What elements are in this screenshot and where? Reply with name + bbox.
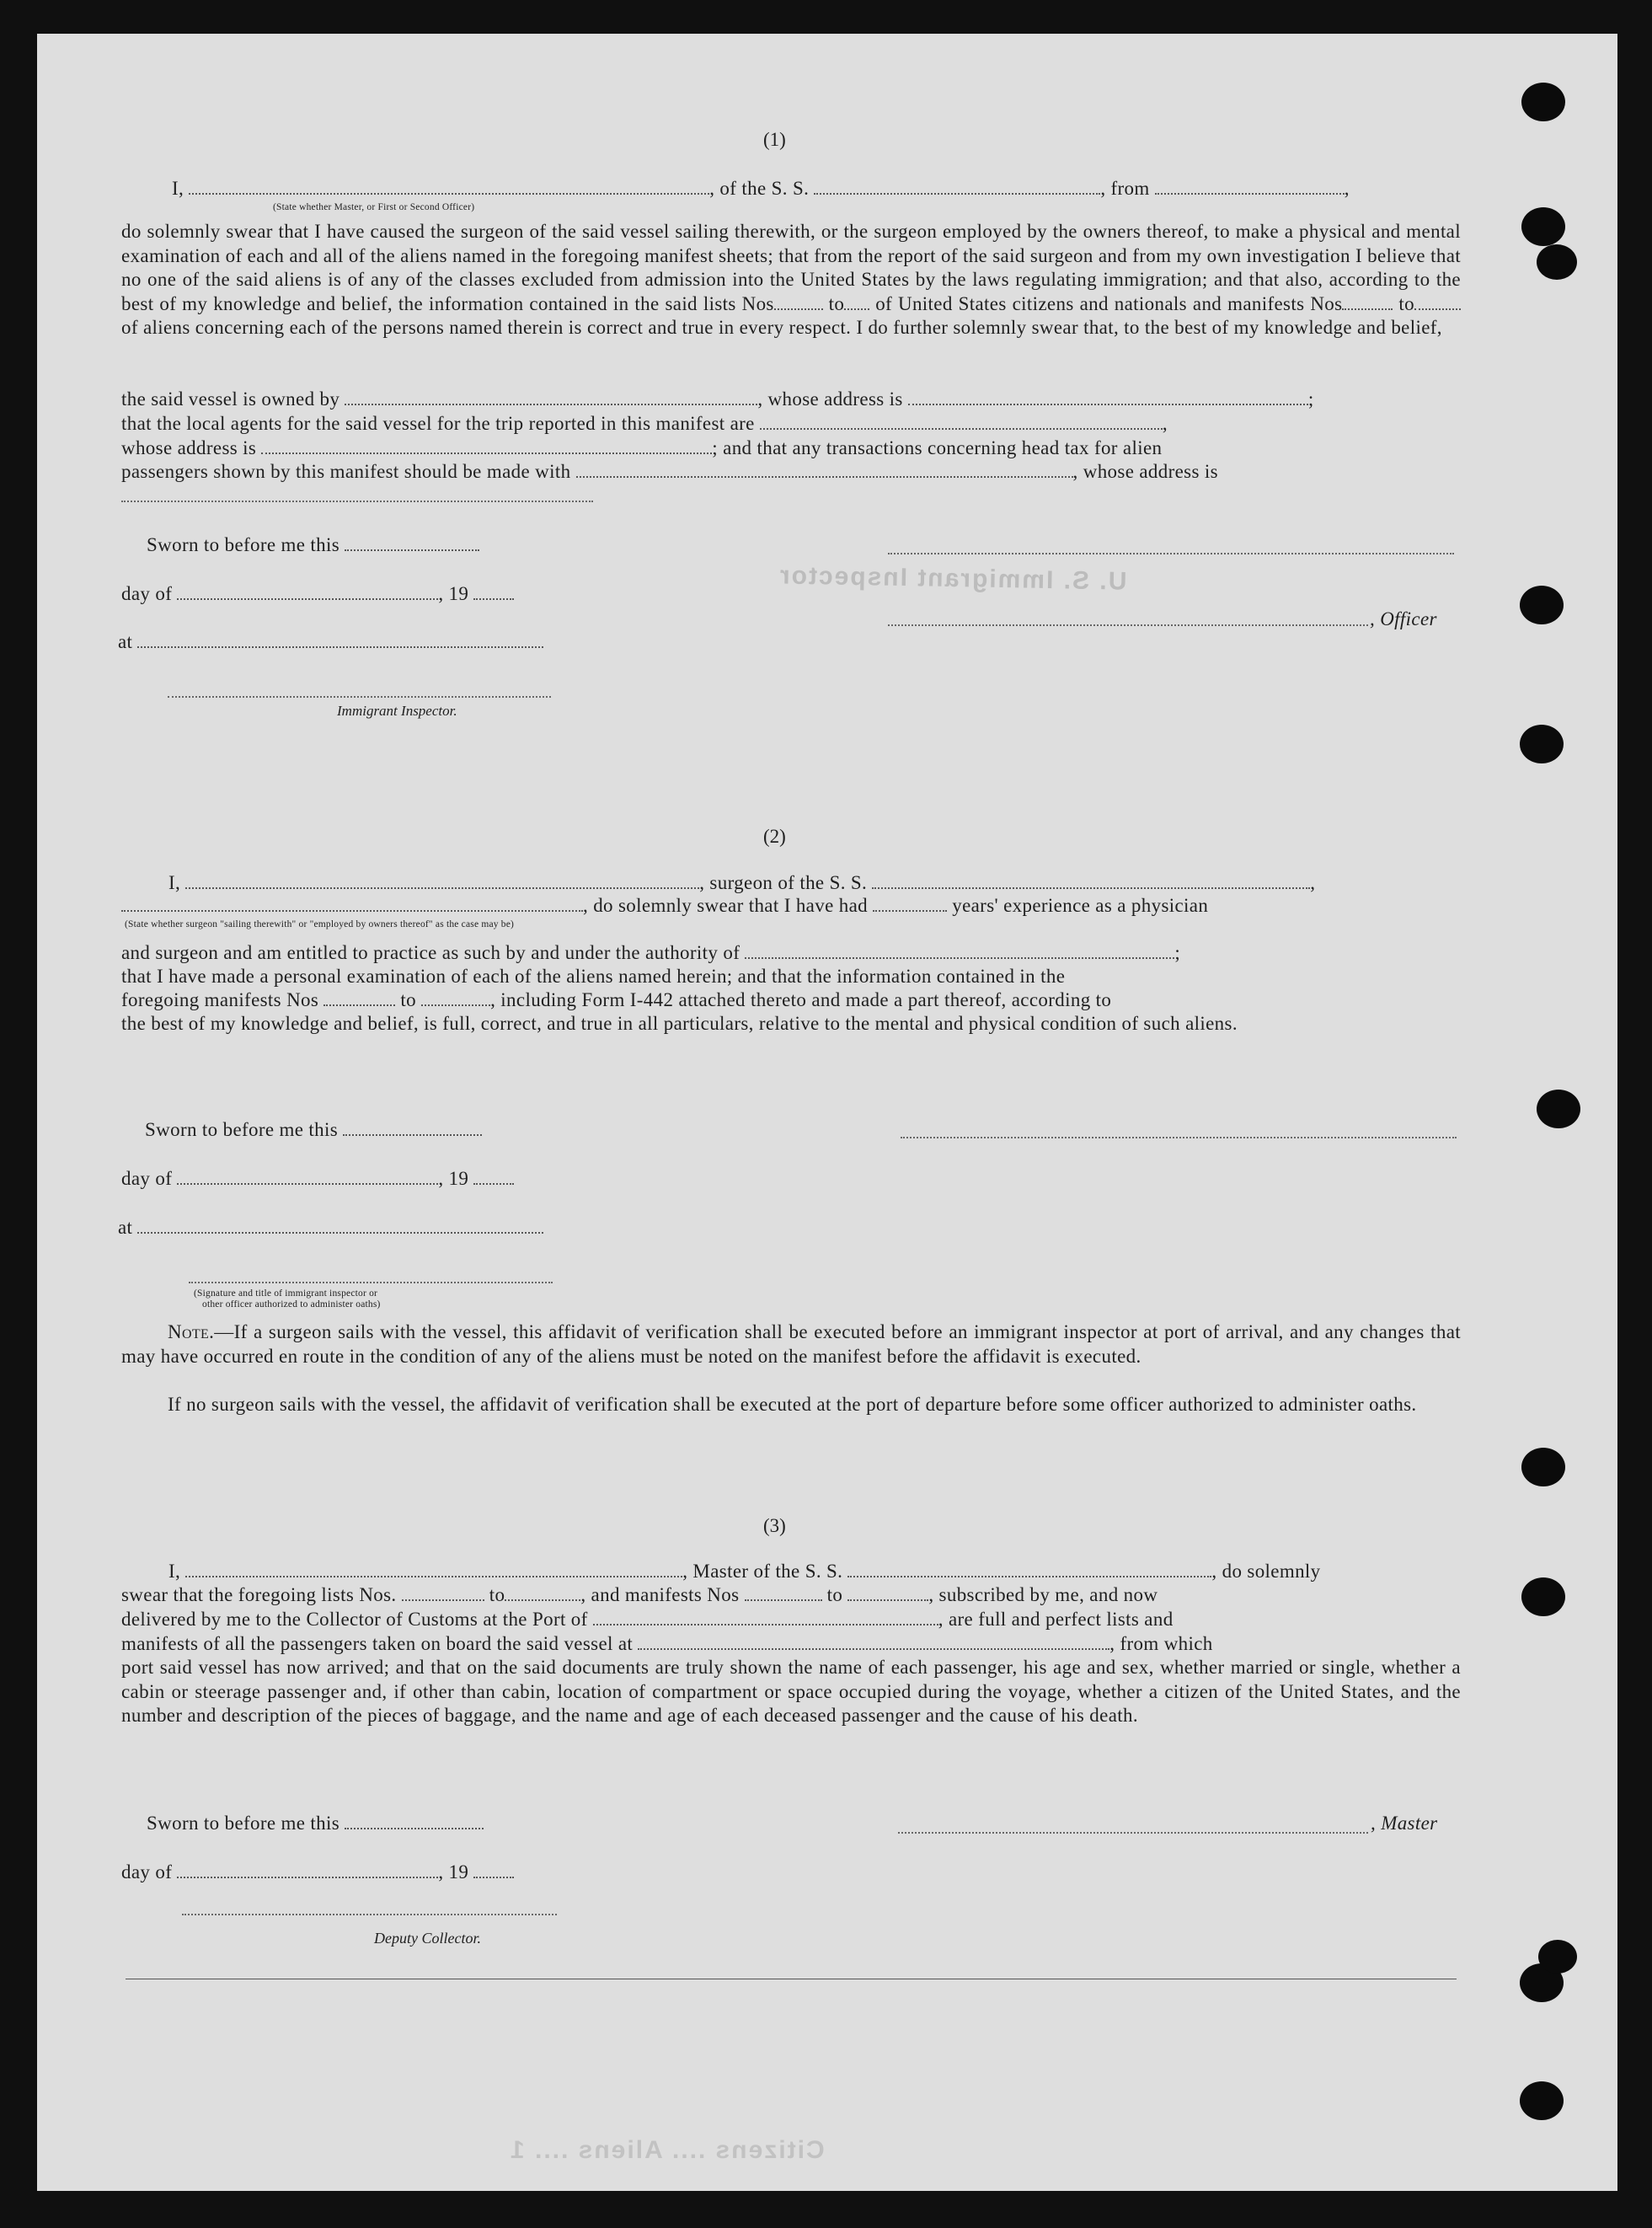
years-experience-field[interactable]: [873, 909, 947, 912]
surgeon-status-caption: (State whether surgeon "sailing therewith" or "employed by owners thereof" as the case may be): [125, 919, 515, 929]
section-3-lists-from-field[interactable]: [402, 1599, 484, 1601]
authority-field[interactable]: [745, 956, 1174, 959]
head-tax-address-label: , whose address is: [1072, 461, 1218, 482]
authority-line: [121, 941, 1180, 966]
deputy-collector-signature-line[interactable]: [182, 1913, 557, 1915]
head-tax-label: passengers shown by this manifest should be made with: [121, 461, 571, 482]
agents-address-line: [121, 436, 1162, 461]
head-tax-address-field[interactable]: [121, 500, 593, 502]
section-2-to-label: to: [400, 989, 416, 1010]
section-2-place-field[interactable]: [137, 1231, 543, 1234]
administering-officer-signature-line[interactable]: [189, 1281, 553, 1283]
section-3-manifests-label: , and manifests Nos: [580, 1584, 740, 1605]
section-2-sworn-label: Sworn to before me this: [145, 1119, 339, 1140]
agents-line: [121, 412, 1168, 436]
foregoing-manifests-label: foregoing manifests Nos: [121, 989, 319, 1010]
section-2-vessel-field[interactable]: [872, 886, 1310, 889]
section-3-year-label: , 19: [438, 1861, 469, 1883]
section-3-subscribed: , subscribed by me, and now: [928, 1584, 1158, 1605]
master-name-field[interactable]: [185, 1575, 682, 1577]
section-3-from-which: , from which: [1109, 1633, 1213, 1654]
section-1-month-field[interactable]: [177, 597, 438, 600]
section-3-sworn-label: Sworn to before me this: [147, 1813, 340, 1834]
section-3-master-label: , Master of the S. S.: [682, 1561, 843, 1582]
punch-hole: [1537, 244, 1577, 280]
officer-caption: , Officer: [1370, 608, 1437, 629]
officer-signature-caption-2: other officer authorized to administer oaths): [202, 1299, 381, 1309]
surgeon-signature-line[interactable]: [901, 1136, 1457, 1138]
officer-name-field[interactable]: [189, 192, 709, 195]
section-3-port-label: delivered by me to the Collector of Customs at the Port of: [121, 1609, 588, 1630]
surgeon-name-field[interactable]: [185, 886, 699, 889]
authority-semicolon: ;: [1174, 942, 1181, 963]
agents-address-field[interactable]: [261, 452, 712, 454]
deputy-collector-caption: Deputy Collector.: [374, 1930, 481, 1947]
section-2-swear: , do solemnly swear that I have had: [583, 895, 868, 916]
owner-line: [121, 388, 1314, 412]
section-1-sworn: [147, 533, 479, 558]
section-2-month-field[interactable]: [177, 1182, 438, 1185]
punch-hole: [1537, 1090, 1580, 1128]
section-3-year-field[interactable]: [473, 1876, 514, 1878]
punch-hole: [1521, 1577, 1565, 1616]
section-1-year-label: , 19: [438, 583, 469, 604]
head-tax-line: [121, 460, 1218, 485]
section-1-sworn-day-field[interactable]: [345, 549, 479, 551]
foregoing-manifests-line: [121, 988, 1111, 1013]
section-1-from: , from: [1100, 178, 1150, 199]
vessel-name-field[interactable]: [814, 192, 1100, 195]
local-agents-field[interactable]: [760, 427, 1163, 430]
no-surgeon-note: If no surgeon sails with the vessel, the affidavit of verification shall be executed at the port of departure before some officer authorized to administer oaths.: [168, 1394, 1417, 1415]
punch-hole: [1538, 1940, 1577, 1974]
section-3-sworn: [147, 1812, 484, 1836]
form-i442-text: , including Form I-442 attached thereto and made a part thereof, according to: [490, 989, 1112, 1010]
section-1-p1-to: to: [828, 292, 845, 314]
section-2-i: I,: [168, 872, 181, 893]
head-tax-text: ; and that any transactions concerning head tax for alien: [712, 437, 1163, 458]
section-2-sworn: [145, 1118, 482, 1143]
customs-port-field[interactable]: [593, 1623, 938, 1625]
agents-address-label: whose address is: [121, 437, 257, 458]
section-3-sworn-day-field[interactable]: [345, 1827, 484, 1829]
authority-label: and surgeon and am entitled to practice as such by and under the authority of: [121, 942, 740, 963]
section-2-year-field[interactable]: [473, 1182, 514, 1185]
owner-address-label: , whose address is: [757, 388, 903, 410]
section-3-vessel-field[interactable]: [847, 1575, 1211, 1577]
section-3-number: (3): [763, 1515, 786, 1536]
punch-hole: [1520, 2081, 1564, 2120]
officer-signature-caption-1: (Signature and title of immigrant inspector or: [194, 1288, 378, 1299]
departure-port-field[interactable]: [1155, 192, 1345, 195]
section-3-manifests-to-label: to: [826, 1584, 843, 1605]
section-1-year-field[interactable]: [473, 597, 514, 600]
section-2-dayof-label: day of: [121, 1168, 173, 1189]
section-2-sworn-day-field[interactable]: [343, 1133, 482, 1136]
section-3-dayof-label: day of: [121, 1861, 173, 1883]
owner-address-field[interactable]: [908, 403, 1308, 405]
owner-semicolon: ;: [1307, 388, 1314, 410]
agents-label: that the local agents for the said vessel for the trip reported in this manifest are: [121, 413, 755, 434]
affidavit-sheet: [37, 34, 1617, 2191]
section-3-lists-label: swear that the foregoing lists Nos.: [121, 1584, 397, 1605]
section-1-number: (1): [763, 129, 786, 150]
section-3-i: I,: [168, 1561, 181, 1582]
section-3-lists-to-field[interactable]: [505, 1599, 580, 1601]
section-2-manifests-from-field[interactable]: [323, 1004, 395, 1006]
section-2-comma: ,: [1310, 872, 1316, 893]
owner-label: the said vessel is owned by: [121, 388, 340, 410]
master-signature-line[interactable]: [898, 1831, 1368, 1834]
section-2-dayof: [121, 1167, 514, 1192]
show-through-stamp: U. S. Immigrant Inspector: [778, 561, 1127, 596]
section-2-at: [118, 1216, 543, 1240]
surgeon-status-field[interactable]: [121, 909, 583, 912]
officer-title-line[interactable]: [888, 624, 1368, 626]
vessel-owner-field[interactable]: [345, 403, 757, 405]
section-2-closing: the best of my knowledge and belief, is full, correct, and true in all particulars, relative to the mental and physical condition of such aliens.: [121, 1013, 1238, 1034]
inspector-caption: Immigrant Inspector.: [337, 703, 457, 719]
section-1-at-label: at: [118, 631, 133, 652]
punch-hole: [1521, 207, 1565, 246]
section-1-at: [118, 630, 543, 655]
embarkation-port-field[interactable]: [638, 1647, 1109, 1650]
section-1-p1: do solemnly swear that I have caused the surgeon of the said vessel sailing therewith, or the surgeon employed by the owners thereof, to make a physical and mental examination of each and all of the aliens named in the foregoing manifest sheets; that from the report of the said surgeon and from my own investigation I believe that no one of the said aliens is of any of the classes excluded from admission into the United States by the laws regulating immigration; and that also, according to the best of my knowledge and belief, the information contained in the said lists Nos: [121, 221, 1461, 314]
surgeon-note: [121, 1320, 1461, 1368]
section-2-line-1: [168, 871, 1315, 896]
section-3-lists-to-label: to: [489, 1584, 505, 1605]
alien-manifests-from-field[interactable]: [1342, 308, 1393, 310]
punch-hole: [1520, 586, 1564, 624]
section-3-paragraph: port said vessel has now arrived; and that on the said documents are truly shown the name of each passenger, his age and sex, whether married or single, whether a cabin or steerage passenger and, if other than cabin, location of compartment or space occupied during the voyage, whether a citizen of the United States, and the number and description of the pieces of baggage, and the name and age of each deceased passenger and the cause of his death.: [121, 1657, 1461, 1726]
section-3-month-field[interactable]: [177, 1876, 438, 1878]
section-1-dayof-label: day of: [121, 583, 173, 604]
section-2-number: (2): [763, 826, 786, 847]
section-2-years-label: years' experience as a physician: [952, 895, 1209, 916]
section-3-manifests-to-field[interactable]: [847, 1599, 928, 1601]
section-3-boarded-label: manifests of all the passengers taken on board the said vessel at: [121, 1633, 634, 1654]
inspector-signature-line[interactable]: [168, 695, 551, 698]
master-caption: , Master: [1371, 1813, 1438, 1834]
section-1-place-field[interactable]: [137, 645, 543, 648]
section-2-line-2: [121, 894, 1208, 919]
punch-hole: [1521, 83, 1565, 121]
officer-rank-caption: (State whether Master, or First or Second Officer): [273, 202, 475, 212]
note-text: —If a surgeon sails with the vessel, this affidavit of verification shall be executed before an immigrant inspector at port of arrival, and any changes that may have occurred en route in the condition of any of the aliens must be noted on the manifest before the affidavit is executed.: [121, 1321, 1461, 1367]
agents-comma: ,: [1162, 413, 1168, 434]
section-1-p2-to: to: [1398, 292, 1414, 314]
section-3-full-lists: , are full and perfect lists and: [938, 1609, 1174, 1630]
punch-hole: [1520, 725, 1564, 763]
section-1-dayof: [121, 582, 514, 607]
section-1-p2b: of aliens concerning each of the persons named therein is correct and true in every respect. I do further solemnly swear that, to the best of my knowledge and belief,: [121, 317, 1442, 338]
section-3-line-1: [168, 1560, 1321, 1584]
section-3-dayof: [121, 1861, 514, 1885]
note-label: Note.: [168, 1321, 215, 1342]
alien-manifests-to-field[interactable]: [1414, 308, 1461, 310]
section-1-sworn-label: Sworn to before me this: [147, 534, 340, 555]
citizen-lists-to-field[interactable]: [844, 308, 869, 310]
section-3-line-2: [121, 1583, 1157, 1608]
punch-hole: [1521, 1448, 1565, 1486]
section-3-solemnly: , do solemnly: [1211, 1561, 1321, 1582]
section-1-comma: ,: [1344, 178, 1350, 199]
section-2-at-label: at: [118, 1217, 133, 1238]
section-3-line-4: [121, 1632, 1213, 1657]
section-2-year-label: , 19: [438, 1168, 469, 1189]
show-through-footer: Citizens .... Aliens .... 1: [509, 2136, 825, 2164]
section-1-line-1: [172, 177, 1350, 201]
section-1-paragraph: [121, 220, 1461, 340]
section-1-ss: , of the S. S.: [709, 178, 810, 199]
citizen-lists-from-field[interactable]: [774, 308, 823, 310]
section-2-manifests-to-field[interactable]: [421, 1004, 490, 1006]
section-1-i: I,: [172, 178, 184, 199]
section-3-manifests-from-field[interactable]: [745, 1599, 822, 1601]
section-2-surgeon-label: , surgeon of the S. S.: [699, 872, 868, 893]
officer-signature-line[interactable]: [888, 552, 1454, 554]
section-3-line-3: [121, 1608, 1174, 1632]
section-1-p2a: of United States citizens and nationals and manifests Nos: [875, 292, 1343, 314]
head-tax-party-field[interactable]: [576, 475, 1073, 478]
examination-line: that I have made a personal examination of each of the aliens named herein; and that the information contained in the: [121, 966, 1066, 987]
